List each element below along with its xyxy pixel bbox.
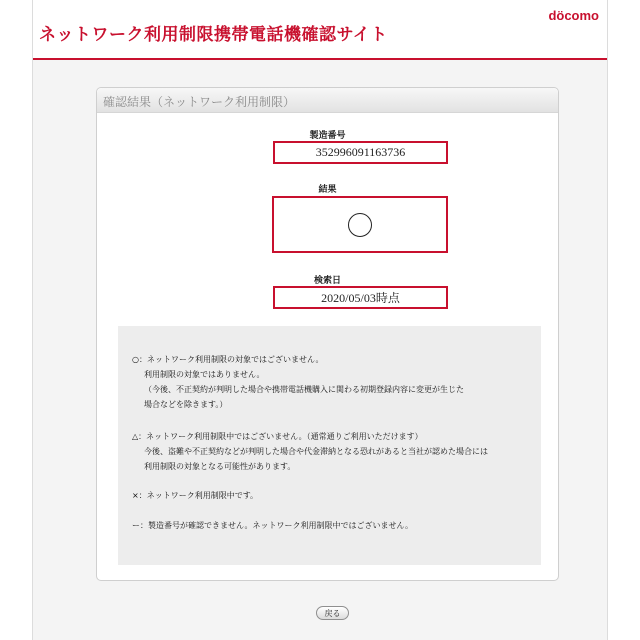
serial-number-label: 製造番号: [309, 131, 346, 141]
legend-cross: ×：ネットワーク利用制限中です。: [132, 491, 259, 500]
result-box: [272, 196, 448, 253]
legend-dash: ー：製造番号が確認できません。ネットワーク利用制限中ではございません。: [132, 521, 413, 530]
result-label: 結果: [318, 185, 337, 195]
docomo-logo: döcomo: [548, 8, 599, 23]
result-legend: [118, 326, 541, 565]
site-header: [33, 0, 607, 60]
site-title: ネットワーク利用制限携帯電話機確認サイト: [39, 25, 388, 45]
legend-triangle: △：ネットワーク利用制限中ではございません。（通常通りご利用いただけます） 今後、盗難や不正契約などが判明した場合や代金滞納となる恐れがあると当社が認めた場合には 利用制限の対象となる可能性があります。: [132, 432, 488, 471]
serial-number-value: 352996091163736: [273, 141, 448, 164]
back-button[interactable]: 戻る: [316, 606, 349, 620]
result-card: [96, 87, 559, 581]
card-header: [97, 88, 558, 113]
search-date-value: 2020/05/03時点: [273, 286, 448, 309]
card-title: 確認結果（ネットワーク利用制限）: [103, 95, 296, 109]
search-date-label: 検索日: [313, 276, 341, 286]
page-container: [32, 0, 608, 640]
result-circle-icon: [348, 213, 372, 237]
legend-circle: ○：ネットワーク利用制限の対象ではございません。 利用制限の対象ではありません。 （今後、不正契約が判明した場合や携帯電話機購入に関わる初期登録内容に変更が生じた 場合などを除きます。）: [132, 355, 464, 409]
